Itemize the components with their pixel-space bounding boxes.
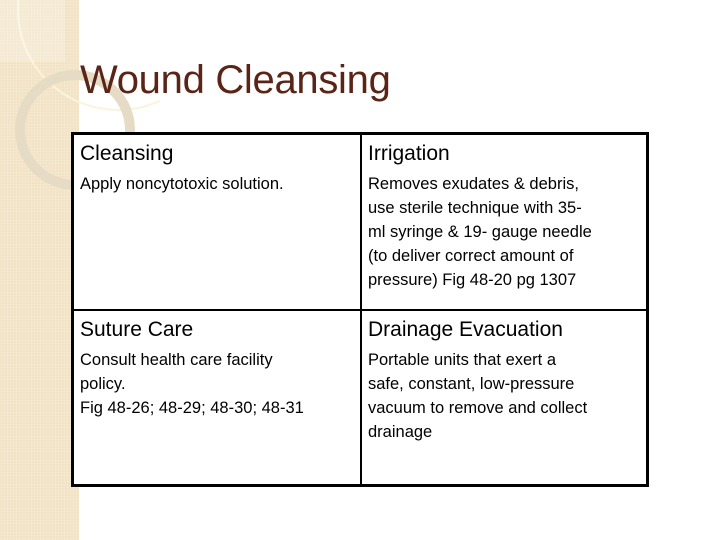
- cell-body: [80, 172, 352, 196]
- cell-line: use sterile technique with 35-: [368, 199, 582, 217]
- cell-line: ml syringe & 19- gauge needle: [368, 223, 592, 241]
- cell-line: (to deliver correct amount of: [368, 247, 574, 265]
- cell-line: policy.: [80, 375, 126, 393]
- cell-line: Fig 48-26; 48-29; 48-30; 48-31: [80, 399, 304, 417]
- cell-heading: Suture Care: [80, 318, 194, 341]
- cell-suture-care: [74, 311, 362, 484]
- cell-body: [368, 172, 638, 292]
- cell-line: vacuum to remove and collect: [368, 399, 588, 417]
- slide-title: Wound Cleansing: [80, 58, 391, 102]
- cell-body: [368, 348, 638, 444]
- content-table: [71, 132, 649, 487]
- cell-line: safe, constant, low-pressure: [368, 375, 575, 393]
- cell-line: Portable units that exert a: [368, 351, 557, 369]
- cell-cleansing: [74, 135, 362, 311]
- decorative-sidebar: [0, 0, 79, 540]
- cell-line: Removes exudates & debris,: [368, 175, 579, 193]
- cell-heading: Drainage Evacuation: [368, 318, 563, 341]
- cell-irrigation: [362, 135, 646, 311]
- cell-line: pressure) Fig 48-20 pg 1307: [368, 271, 577, 289]
- cell-heading: Cleansing: [80, 142, 174, 165]
- cell-heading: Irrigation: [368, 142, 450, 165]
- cell-line: drainage: [368, 423, 433, 441]
- cell-drainage-evacuation: [362, 311, 646, 484]
- cell-line: Apply noncytotoxic solution.: [80, 175, 284, 193]
- cell-body: [80, 348, 352, 420]
- cell-line: Consult health care facility: [80, 351, 273, 369]
